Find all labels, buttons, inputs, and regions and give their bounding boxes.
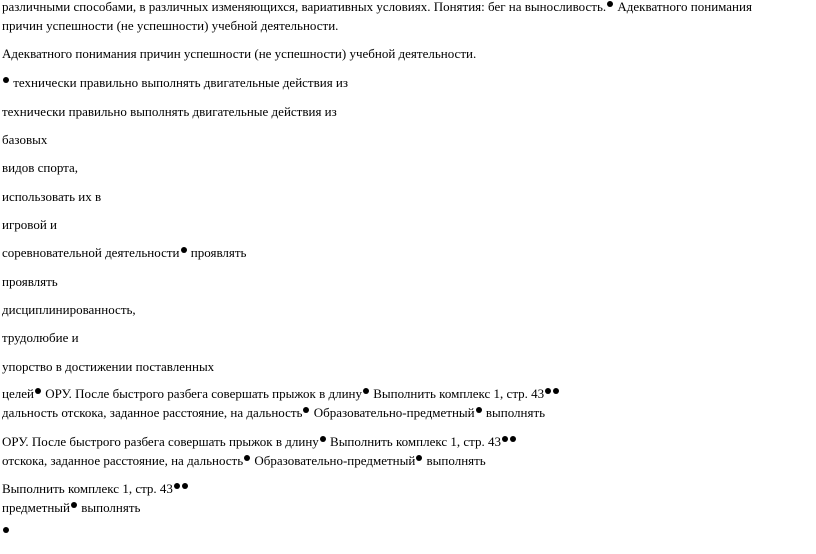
bullet-icon — [553, 388, 559, 394]
text-line — [2, 217, 57, 232]
bullet-icon — [35, 388, 41, 394]
text-segment: проявлять — [2, 274, 58, 289]
text-line — [2, 481, 189, 496]
text-segment: проявлять — [187, 245, 247, 260]
bullet-icon — [244, 455, 250, 461]
text-segment: видов спорта, — [2, 160, 79, 175]
bullet-icon — [174, 483, 180, 489]
text-segment: трудолюбие и — [2, 330, 79, 345]
text-segment: Адекватного понимания — [614, 0, 752, 14]
text-segment: базовых — [2, 132, 48, 147]
text-segment: Выполнить комплекс 1, стр. 43 — [326, 434, 501, 449]
bullet-icon — [363, 388, 369, 394]
text-line — [2, 434, 517, 449]
text-segment: выполнять — [423, 453, 486, 468]
bullet-icon — [416, 455, 422, 461]
text-line — [2, 453, 486, 468]
bullet-icon — [545, 388, 551, 394]
text-line — [2, 18, 338, 33]
bullet-icon — [71, 502, 77, 508]
text-segment: предметный — [2, 500, 70, 515]
bullet-icon — [476, 407, 482, 413]
text-line — [2, 245, 246, 260]
text-segment: выполнять — [482, 405, 546, 420]
text-segment: целей — [2, 386, 34, 401]
text-line — [2, 500, 140, 515]
text-segment: дисциплинированность, — [2, 302, 136, 317]
text-segment: выполнять — [78, 500, 141, 515]
text-line — [2, 359, 214, 374]
bullet-icon — [502, 436, 508, 442]
text-segment: упорство в достижении поставленных — [2, 359, 215, 374]
text-line — [2, 160, 78, 175]
bullet-icon — [607, 1, 613, 7]
bullet-icon — [510, 436, 516, 442]
text-segment: причин успешности (не успешности) учебной деятельности. — [2, 18, 339, 33]
bullet-icon — [181, 247, 187, 253]
bullet-icon — [3, 77, 9, 83]
text-segment: технически правильно выполнять двигательные действия из — [2, 104, 337, 119]
text-segment: использовать их в — [2, 189, 102, 204]
text-segment: различными способами, в различных изменяющихся, вариативных условиях. Понятия: бег на выносливость. — [2, 0, 607, 14]
bullet-icon — [182, 483, 188, 489]
text-segment: ОРУ. После быстрого разбега совершать прыжок в длину — [41, 386, 362, 401]
text-segment: игровой и — [2, 217, 58, 232]
bullet-icon — [3, 527, 9, 533]
text-line — [2, 274, 58, 289]
text-segment: Адекватного понимания причин успешности (не успешности) учебной деятельности. — [2, 46, 477, 61]
text-line — [2, 189, 101, 204]
text-line — [2, 302, 136, 317]
text-line — [2, 75, 348, 90]
text-segment: технически правильно выполнять двигательные действия из — [10, 75, 349, 90]
text-segment: ОРУ. После быстрого разбега совершать прыжок в длину — [2, 434, 319, 449]
text-segment: отскока, заданное расстояние, на дальность — [2, 453, 244, 468]
text-segment: соревновательной деятельности — [2, 245, 180, 260]
text-line — [2, 525, 10, 540]
text-line — [2, 0, 752, 14]
text-segment: Выполнить комплекс 1, стр. 43 — [369, 386, 545, 401]
text-segment: Образовательно-предметный — [310, 405, 475, 420]
text-segment: Выполнить комплекс 1, стр. 43 — [2, 481, 173, 496]
text-line — [2, 46, 476, 61]
text-line — [2, 405, 545, 420]
bullet-icon — [320, 436, 326, 442]
text-segment: Образовательно-предметный — [251, 453, 416, 468]
text-line — [2, 330, 79, 345]
text-line — [2, 132, 47, 147]
text-segment: дальность отскока, заданное расстояние, на дальность — [2, 405, 303, 420]
text-line — [2, 386, 560, 401]
bullet-icon — [303, 407, 309, 413]
text-line — [2, 104, 337, 119]
